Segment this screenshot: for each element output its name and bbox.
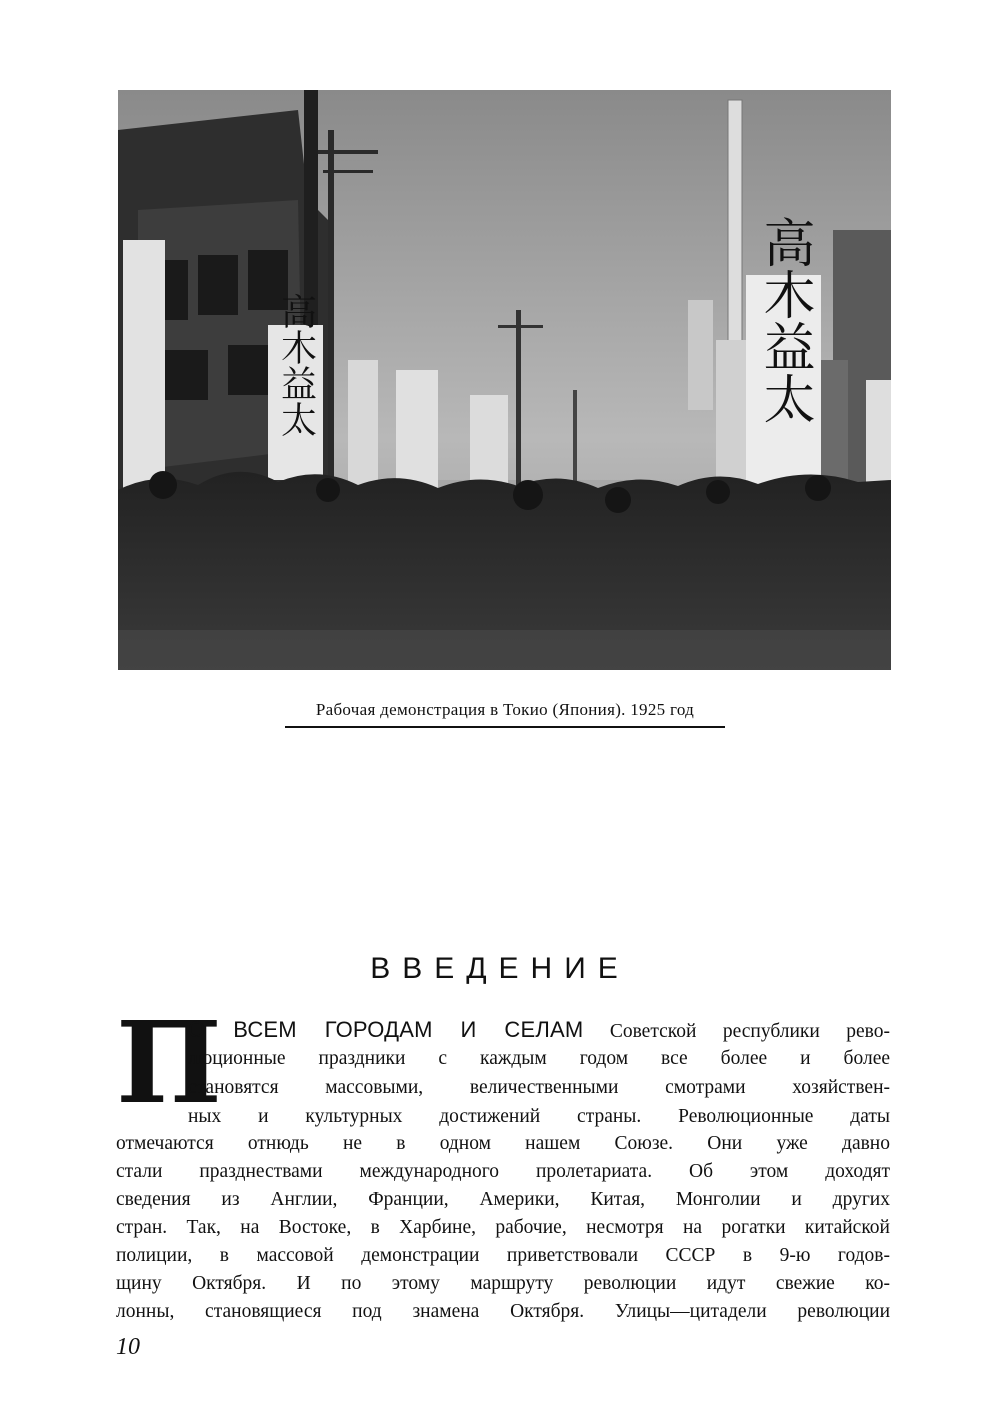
section-title: ВВЕДЕНИЕ [370, 952, 630, 985]
paragraph-line-3: становятся массовыми, величественными смотрами хозяйствен- [188, 1077, 890, 1098]
sign-text: 高木益太 [275, 293, 317, 437]
paragraph-line-2: люционные праздники с каждым годом все более и более [188, 1048, 890, 1069]
lead-caps: О ВСЕМ ГОРОДАМ И СЕЛАМ [188, 1017, 584, 1042]
paragraph-line-7: сведения из Англии, Франции, Америки, Китая, Монголии и других [116, 1189, 890, 1210]
paragraph-line-1: О ВСЕМ ГОРОДАМ И СЕЛАМ Советской республики рево- [188, 1017, 890, 1042]
paragraph-line-6: стали празднествами международного пролетариата. Об этом доходят [116, 1161, 890, 1182]
paragraph-line-5: отмечаются отнюдь не в одном нашем Союзе. Они уже давно [116, 1133, 890, 1154]
paragraph-line-10: щину Октября. И по этому маршруту революции идут свежие ко- [116, 1273, 890, 1294]
drop-cap: П [116, 998, 222, 1129]
demonstration-photo [118, 90, 891, 670]
sign-text-large: 高木益太 [754, 216, 814, 424]
paragraph-line-4: ных и культурных достижений страны. Революционные даты [188, 1106, 890, 1127]
paragraph-line-9: полиции, в массовой демонстрации приветствовали СССР в 9-ю годов- [116, 1245, 890, 1266]
paragraph-line-11: лонны, становящиеся под знамена Октября. Улицы—цитадели революции [116, 1301, 890, 1322]
paragraph-line-8: стран. Так, на Востоке, в Харбине, рабочие, несмотря на рогатки китайской [116, 1217, 890, 1238]
page-number: 10 [116, 1334, 140, 1360]
photo-caption: Рабочая демонстрация в Токио (Япония). 1925 год [285, 700, 725, 728]
